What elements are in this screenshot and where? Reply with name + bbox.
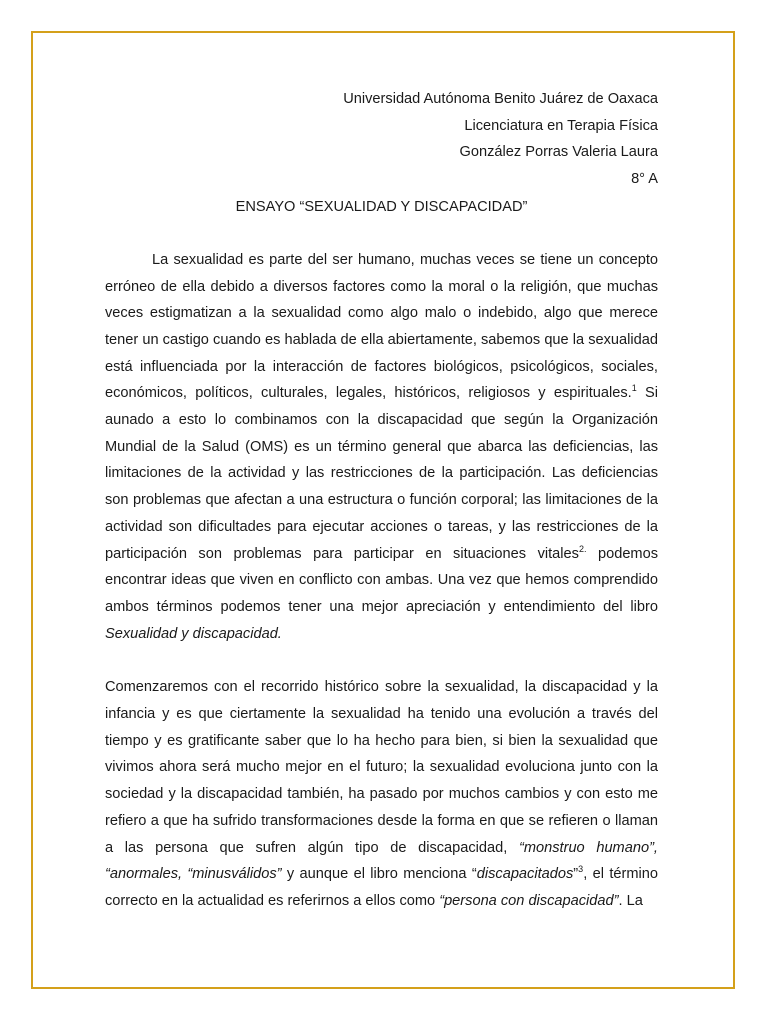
- correct-term: “persona con discapacidad”: [439, 892, 619, 909]
- document-header: [105, 86, 658, 193]
- program-name: Licenciatura en Terapia Física: [464, 117, 658, 134]
- university-name: Universidad Autónoma Benito Juárez de Oaxaca: [343, 91, 658, 107]
- paragraph-1-text-a: La sexualidad es parte del ser humano, muchas veces se tiene un concepto erróneo de ella debido a diversos factores como la moral o la religión, que muchas veces estigmatizan a la sexualidad como algo malo o indebido, algo que merece tener un castigo cuando es hablada de ella abiertamente, sabemos que la sexualidad está influenciada por la interacción de factores biológicos, psicológicos, sociales, económicos, políticos, culturales, legales, históricos, religiosos y espirituales.: [105, 251, 658, 402]
- paragraph-2-text-d: , el término correcto en la actualidad es referirnos a ellos como: [105, 866, 658, 909]
- footnote-ref-3: 3: [578, 864, 584, 875]
- author-name: González Porras Valeria Laura: [459, 144, 658, 161]
- document-body: [105, 86, 658, 915]
- paragraph-2: [105, 674, 658, 914]
- historical-terms: “monstruo humano”, “anormales, “minusválidos”: [105, 839, 658, 883]
- paragraph-2-text-a: Comenzaremos con el recorrido histórico sobre la sexualidad, la discapacidad y la infancia y es que ciertamente la sexualidad ha tenido una evolución a través del tiempo y es gratificante saber que lo ha hecho para bien, si bien la sexualidad que vivimos ahora será mucho mejor en el futuro; la sexualidad evoluciona junto con la sociedad y la discapacidad también, ha pasado por muchos cambios y con esto me refiero a que ha sufrido transformaciones desde la forma en que se refieren o llaman a las persona que sufren algún tipo de discapacidad,: [105, 679, 658, 856]
- footnote-ref-2: 2.: [578, 543, 587, 554]
- footnote-ref-1: 1: [631, 383, 637, 394]
- essay-title: ENSAYO “SEXUALIDAD Y DISCAPACIDAD”: [235, 198, 528, 215]
- paragraph-2-text-c: ”: [573, 866, 579, 883]
- paragraph-1: [105, 247, 658, 648]
- paragraph-2-text-b: y aunque el libro menciona “: [281, 866, 477, 883]
- term-discapacitados: discapacitados: [476, 866, 574, 883]
- paragraph-1-text-c: podemos encontrar ideas que viven en conflicto con ambas. Una vez que hemos comprendido ambos términos podemos tener una mejor apreciación y entendimiento del libro: [105, 545, 659, 615]
- paragraph-1-text-b: Si aunado a esto lo combinamos con la discapacidad que según la Organización Mundial de la Salud (OMS) es un término general que abarca las deficiencias, las limitaciones de la actividad y las restricciones de la participación. Las deficiencias son problemas que afectan a una estructura o función corporal; las limitaciones de la actividad son dificultades para ejecutar acciones o tareas, y las restricciones de la participación son problemas para participar en situaciones vitales: [105, 385, 658, 562]
- semester-group: 8° A: [631, 171, 658, 188]
- book-title: Sexualidad y discapacidad.: [105, 625, 282, 642]
- paragraph-2-text-e: . La: [618, 892, 643, 909]
